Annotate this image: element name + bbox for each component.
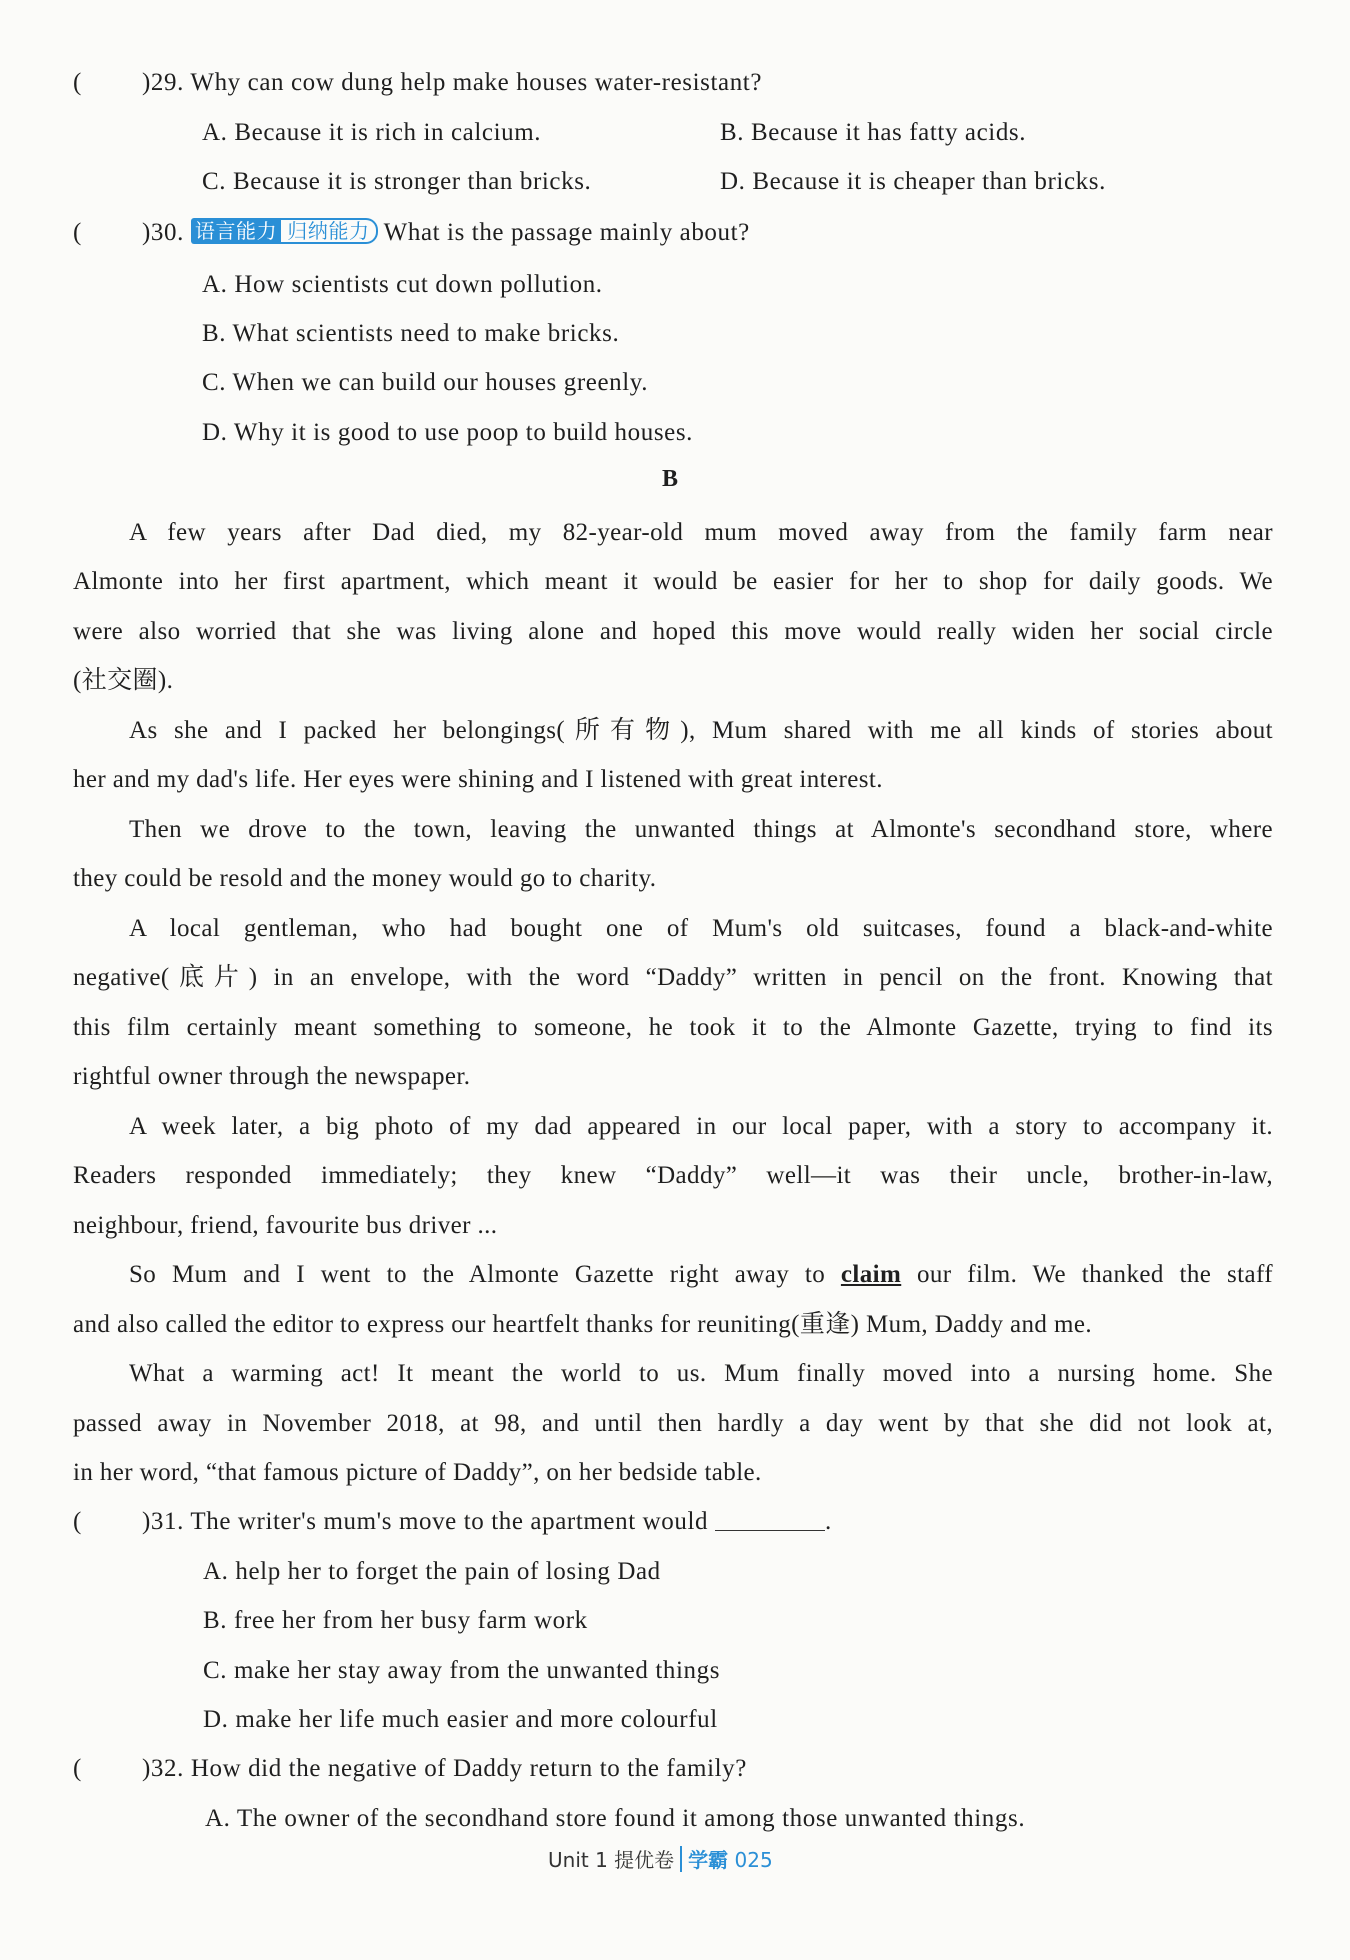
option-c[interactable]: C. Because it is stronger than bricks. xyxy=(202,168,592,195)
option-b[interactable]: B. free her from her busy farm work xyxy=(203,1607,588,1634)
option-c[interactable]: C. When we can build our houses greenly. xyxy=(202,369,649,396)
question-stem: )32. How did the negative of Daddy return to the family? xyxy=(142,1755,747,1782)
passage-line: rightful owner through the newspaper. xyxy=(73,1063,471,1090)
brand-label: 学霸 xyxy=(688,1848,729,1872)
question-stem: )29. Why can cow dung help make houses water-resistant? xyxy=(142,69,763,96)
passage-line: neighbour, friend, favourite bus driver ... xyxy=(73,1212,498,1239)
answer-paren[interactable]: ( xyxy=(73,1755,82,1782)
option-a[interactable]: A. The owner of the secondhand store found it among those unwanted things. xyxy=(205,1805,1026,1832)
passage-line xyxy=(73,1250,1273,1300)
option-a[interactable]: A. How scientists cut down pollution. xyxy=(202,271,603,298)
passage-line: A few years after Dad died, my 82-year-old mum moved away from the family farm near xyxy=(129,519,1273,546)
footer-divider xyxy=(680,1846,682,1872)
option-d[interactable]: D. Because it is cheaper than bricks. xyxy=(720,168,1106,195)
passage-text: So Mum and I went to the Almonte Gazette right away to xyxy=(129,1261,841,1288)
passage-line: they could be resold and the money would go to charity. xyxy=(73,865,657,892)
option-a[interactable]: A. help her to forget the pain of losing Dad xyxy=(203,1558,661,1585)
passage-line: negative(底片) in an envelope, with the word “Daddy” written in pencil on the front. Knowing that xyxy=(73,964,1273,991)
question-stem: What is the passage mainly about? xyxy=(383,219,750,246)
answer-paren[interactable]: ( xyxy=(73,1508,82,1535)
question-stem: )31. The writer's mum's move to the apartment would xyxy=(142,1508,709,1535)
passage-line: What a warming act! It meant the world to us. Mum finally moved into a nursing home. She xyxy=(129,1360,1273,1387)
passage-line: this film certainly meant something to someone, he took it to the Almonte Gazette, trying to find its xyxy=(73,1014,1273,1041)
option-a[interactable]: A. Because it is rich in calcium. xyxy=(202,119,542,146)
page-number: 025 xyxy=(734,1848,773,1872)
option-d[interactable]: D. Why it is good to use poop to build houses. xyxy=(202,419,694,446)
passage-line: A week later, a big photo of my dad appeared in our local paper, with a story to accompany it. xyxy=(129,1113,1273,1140)
question-stem-row xyxy=(142,216,750,250)
section-heading: B xyxy=(662,466,679,492)
stem-end: . xyxy=(824,1508,832,1535)
page-footer xyxy=(548,1844,773,1873)
passage-line: Then we drove to the town, leaving the unwanted things at Almonte's secondhand store, where xyxy=(129,816,1273,843)
option-d[interactable]: D. make her life much easier and more colourful xyxy=(203,1706,718,1733)
passage-line: Readers responded immediately; they knew “Daddy” well—it was their uncle, brother-in-law, xyxy=(73,1162,1273,1189)
passage-line: A local gentleman, who had bought one of Mum's old suitcases, found a black-and-white xyxy=(129,915,1273,942)
option-b[interactable]: B. Because it has fatty acids. xyxy=(720,119,1027,146)
passage-line: (社交圈). xyxy=(73,667,174,694)
key-word-claim: claim xyxy=(840,1261,902,1288)
passage-line: Almonte into her first apartment, which meant it would be easier for her to shop for daily goods. We xyxy=(73,568,1273,595)
answer-blank[interactable] xyxy=(715,1508,825,1531)
passage-line: passed away in November 2018, at 98, and until then hardly a day went by that she did not look at, xyxy=(73,1410,1273,1437)
answer-paren[interactable]: ( xyxy=(73,219,82,246)
skill-tag-language: 语言能力 xyxy=(191,218,281,244)
option-c[interactable]: C. make her stay away from the unwanted things xyxy=(203,1657,721,1684)
passage-line: and also called the editor to express our heartfelt thanks for reuniting(重逢) Mum, Daddy and me. xyxy=(73,1311,1092,1338)
passage-line: in her word, “that famous picture of Daddy”, on her bedside table. xyxy=(73,1459,762,1486)
question-stem-row xyxy=(142,1505,832,1539)
question-number: )30. xyxy=(142,219,184,246)
passage-line: her and my dad's life. Her eyes were shining and I listened with great interest. xyxy=(73,766,883,793)
answer-paren[interactable]: ( xyxy=(73,69,82,96)
passage-line: As she and I packed her belongings(所有物), Mum shared with me all kinds of stories about xyxy=(129,717,1273,744)
unit-label: Unit 1 提优卷 xyxy=(548,1848,675,1872)
passage-line: were also worried that she was living alone and hoped this move would really widen her social circle xyxy=(73,618,1273,645)
option-b[interactable]: B. What scientists need to make bricks. xyxy=(202,320,620,347)
skill-tag-induction: 归纳能力 xyxy=(281,218,377,244)
passage-text: our film. We thanked the staff xyxy=(901,1261,1273,1288)
